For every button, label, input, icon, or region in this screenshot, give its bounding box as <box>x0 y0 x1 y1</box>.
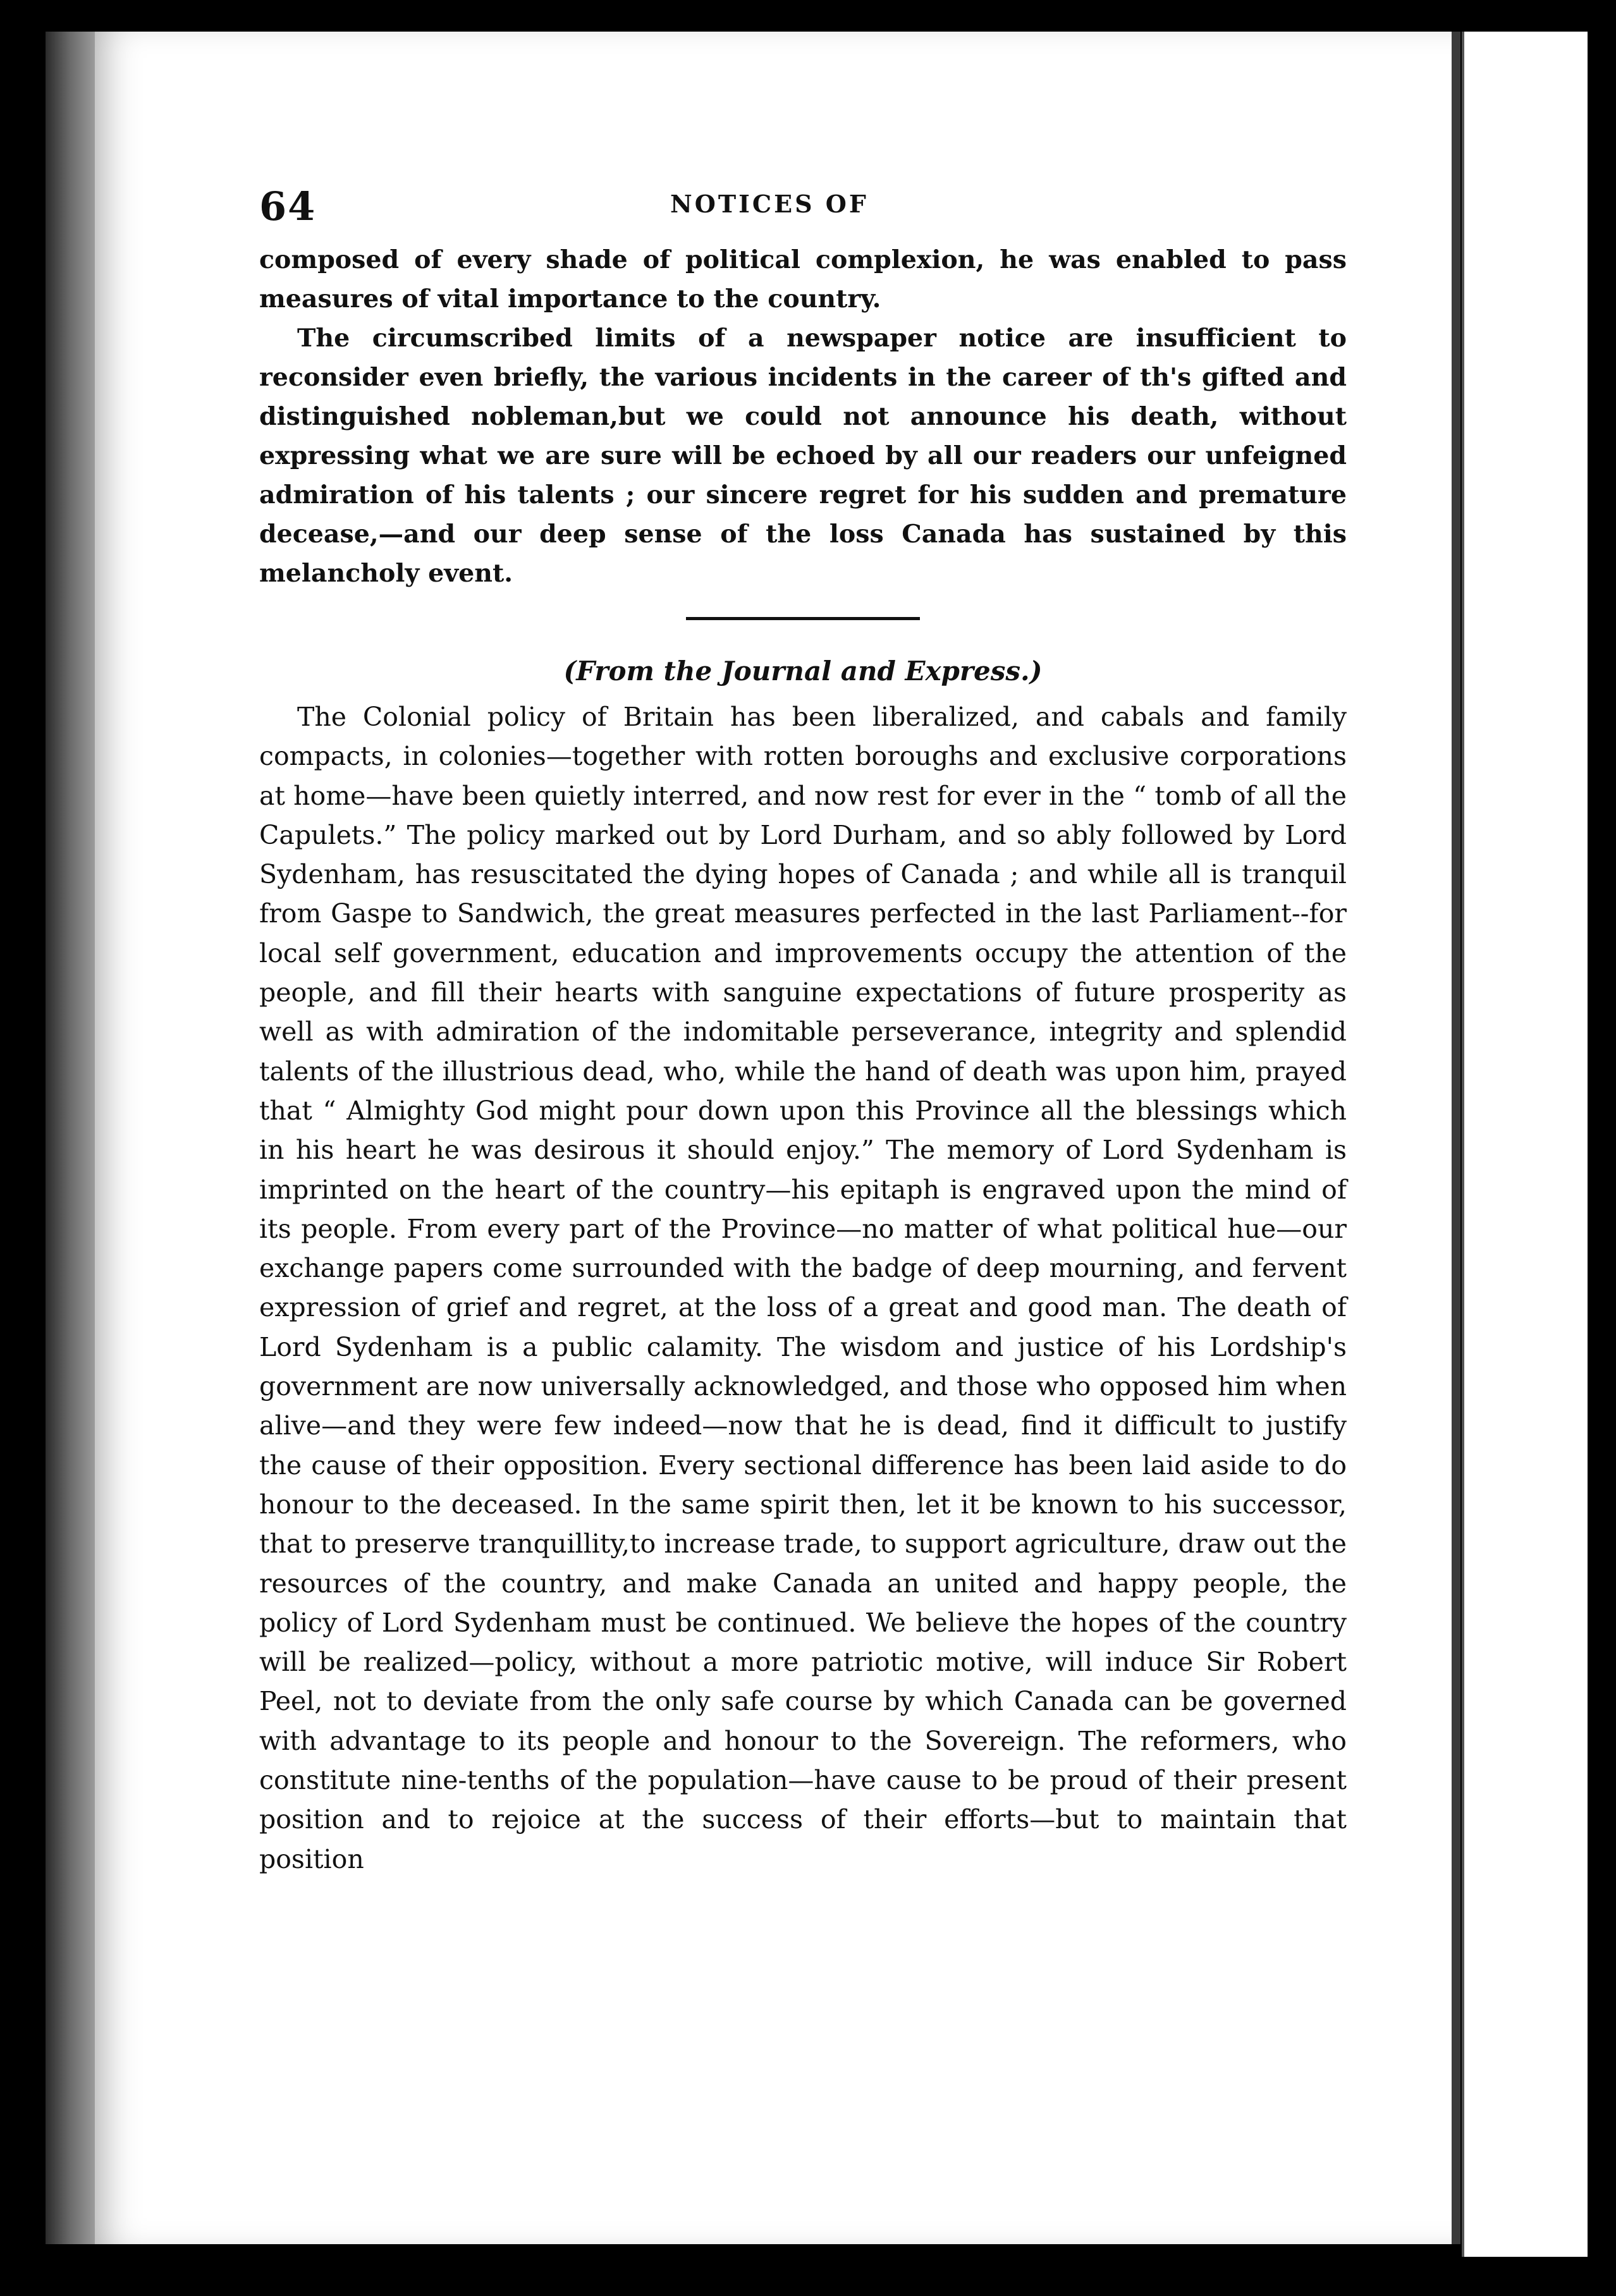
paragraph-notice: The circumscribed limits of a newspaper notice are insufficient to reconsider even briefly, the various incidents in the career of th's gifted and distinguished nobleman,but we could not announce his death, without expressing what we are sure will be echoed by all our readers our unfeigned admiration of his talents ; our sincere regret for his sudden and premature decease,—and our deep sense of the loss Canada has sustained by this melancholy event. <box>259 324 1347 588</box>
section-rule <box>686 617 920 620</box>
facing-page-edge <box>1462 32 1588 2257</box>
running-header <box>259 183 1347 240</box>
source-heading: (From the Journal and Express.) <box>563 656 1043 687</box>
paragraph-continued: composed of every shade of political complexion, he was enabled to pass measures of vital importance to the country. <box>259 245 1347 314</box>
page-text-block <box>259 183 1347 1879</box>
page-number: 64 <box>259 183 317 229</box>
running-head-title: NOTICES OF <box>670 190 869 218</box>
page-gutter <box>1452 32 1460 2244</box>
article-paragraph: The Colonial policy of Britain has been liberalized, and cabals and family compacts, in colonies—together with rotten boroughs and exclusive corporations at home—have been quietly interred, and now rest for ever in the “ tomb of all the Capulets.” The policy marked out by Lord Durham, and so ably followed by Lord Sydenham, has resuscitated the dying hopes of Canada ; and while all is tranquil from Gaspe to Sandwich, the great measures perfected in the last Parliament--for local self government, education and improvements occupy the attention of the people, and fill their hearts with sanguine expectations of future prosperity as well as with admiration of the indomitable perseverance, integrity and splendid talents of the illustrious dead, who, while the hand of death was upon him, prayed that “ Almighty God might pour down upon this Province all the blessings which in his heart he was desirous it should enjoy.” The memory of Lord Sydenham is imprinted on the heart of the country—his epitaph is engraved upon the mind of its people. From every part of the Province—no matter of what political hue—our exchange papers come surrounded with the badge of deep mourning, and fervent expression of grief and regret, at the loss of a great and good man. The death of Lord Sydenham is a public calamity. The wisdom and justice of his Lordship's government are now universally acknowledged, and those who opposed him when alive—and they were few indeed—now that he is dead, find it difficult to justify the cause of their opposition. Every sectional difference has been laid aside to do honour to the deceased. In the same spirit then, let it be known to his successor, that to preserve tranquillity,to increase trade, to support agriculture, draw out the resources of the country, and make Canada an united and happy people, the policy of Lord Sydenham must be continued. We believe the hopes of the country will be realized—policy, without a more patriotic motive, will induce Sir Robert Peel, not to deviate from the only safe course by which Canada can be governed with advantage to its people and honour to the Sovereign. The reformers, who constitute nine-tenths of the population—have cause to be proud of their present position and to rejoice at the success of their efforts—but to maintain that position <box>259 702 1347 1874</box>
